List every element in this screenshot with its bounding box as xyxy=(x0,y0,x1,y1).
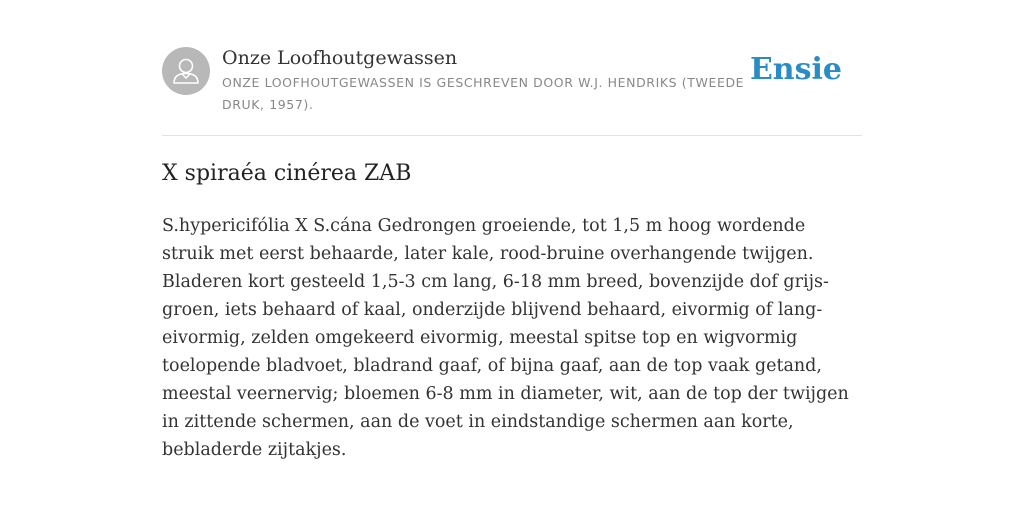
source-title[interactable]: Onze Loofhoutgewassen xyxy=(222,47,458,69)
entry-body: S.hypericifólia X S.cána Gedrongen groeiende, tot 1,5 m hoog wordende struik met eerst behaarde, later kale, rood-bruine overhangende twijgen. Bladeren kort gesteeld 1,5-3 cm lang, 6-18 mm breed, bovenzijde dof grijs-groen, iets behaard of kaal, onderzijde blijvend behaard, eivormig of lang-eivormig, zelden omgekeerd eivormig, meestal spitse top en wigvormig toelopende bladvoet, bladrand gaaf, of bijna gaaf, aan de top vaak getand, meestal veernervig; bloemen 6-8 mm in diameter, wit, aan de top der twijgen in zittende schermen, aan de voet in eindstandige schermen aan korte, bebladerde zijtakjes. xyxy=(162,216,849,460)
brand-logo[interactable]: Ensie xyxy=(749,52,842,87)
source-description: ONZE LOOFHOUTGEWASSEN IS GESCHREVEN DOOR W.J. HENDRIKS (TWEEDE DRUK, 1957). xyxy=(222,75,745,112)
source-header xyxy=(162,44,862,136)
user-icon xyxy=(162,47,210,95)
entry-title: X spiraéa cinérea ZAB xyxy=(162,161,412,186)
